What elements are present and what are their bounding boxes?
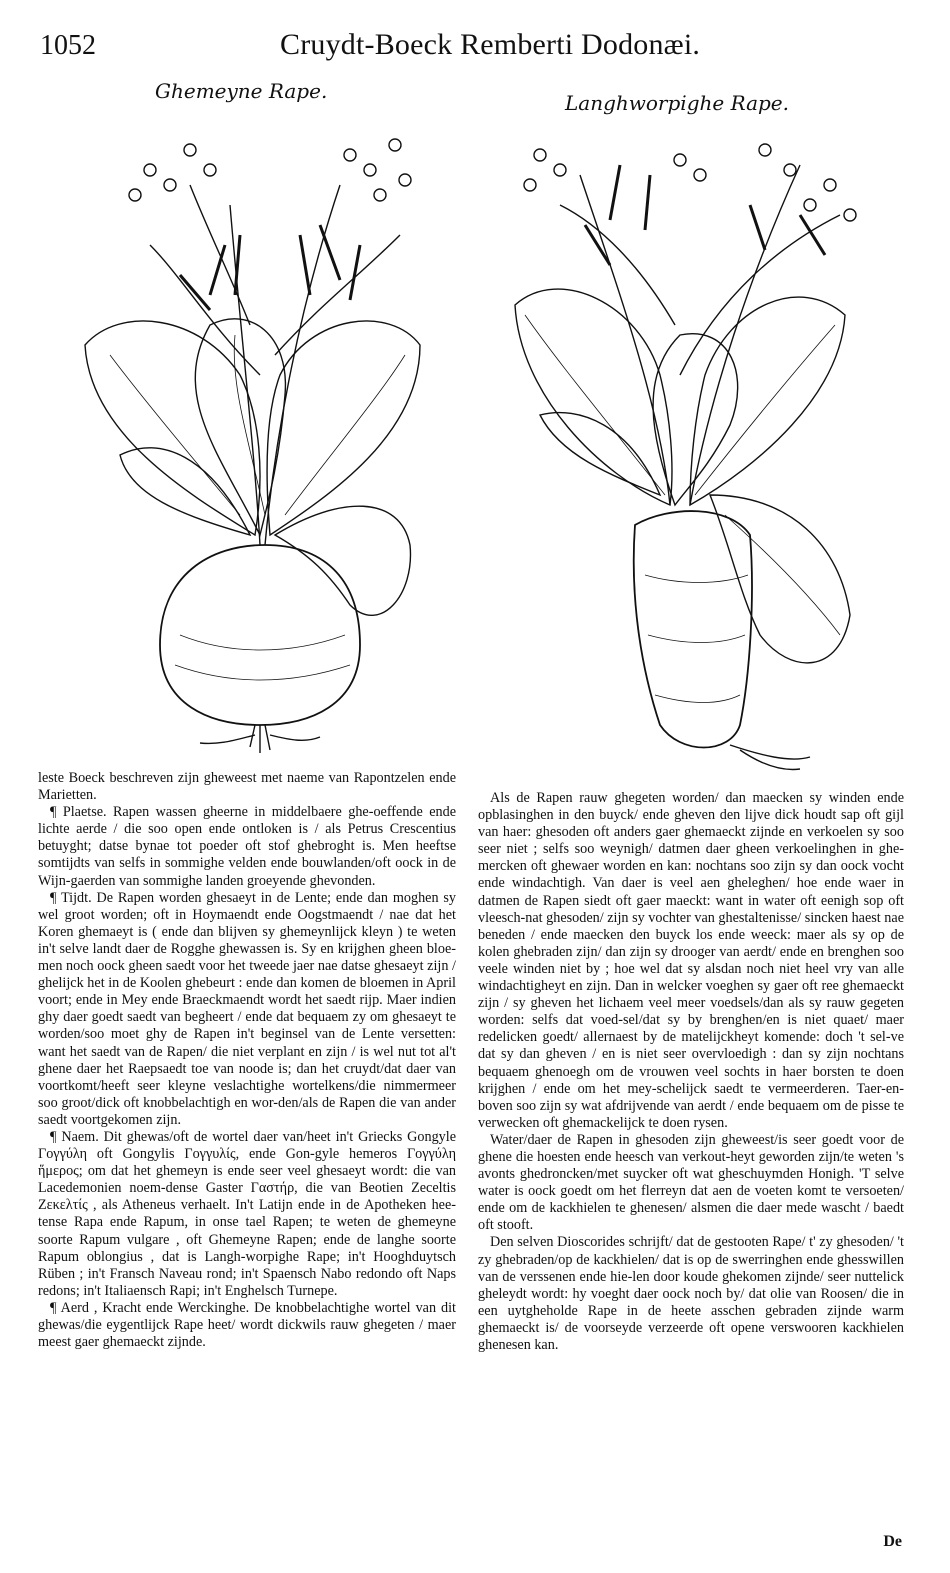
paragraph: Water/daer de Rapen in ghesoden zijn gheweest/is seer goedt voor de ghene die hoesten ende heesch van verkout-heyt geworden zijn/te weten 's avonts ghedroncken/met suycker oft wat gheschuymden Honigh. 'T selve water is oock goedt om het flerreyn dat aen de voeten komt te versoeten/ ende om de kackhielen te ghenesen/ alsmen die daer mede wascht / baedt oft stooft. <box>478 1131 904 1234</box>
figure-long-turnip <box>500 75 920 775</box>
catchword: De <box>883 1533 902 1550</box>
figure-caption: Langhworpighe Rape. <box>565 91 790 115</box>
paragraph-plaetse: ¶ Plaetse. Rapen wassen gheerne in middelbaere ghe-oeffende ende lichte aerde / die soo open ende ontloken is / als Petrus Crescentius betuyght; datse bynae tot poeder oft stof ghebroght is. Men heeftse somtijdts van selfs in sommighe velden ende bouwlanden/oft oock in de Wijn-gaerden van sommighe landen groeyende ghevonden. <box>38 804 456 889</box>
page-number: 1052 <box>40 30 96 61</box>
running-header <box>40 28 910 68</box>
figure-round-turnip <box>60 75 460 755</box>
paragraph: leste Boeck beschreven zijn gheweest met naeme van Rapontzelen ende Marietten. <box>38 770 456 804</box>
paragraph-tijdt: ¶ Tijdt. De Rapen worden ghesaeyt in de Lente; ende dan moghen sy wel groot worden; oft in Hoymaendt ende Oogstmaendt / nae dat het Koren ghemaeyt is ( ende dan blijven sy ghemeynlijck kleyn ) te weten in't selve landt daer de Rogghe ghewassen is. Sy en krijghen gheen bloe-men noch oock gheen saedt voor het tweede jaer nae datse ghesaeyt zijn / ghelijck het in de Koolen ghebeurt : ende dan komen de bloemen in April voort; ende in Mey ende Braeckmaendt wordt het saedt rijp. Maer indien ghy daer goedt saedt van begheert / ende dat bequaem zy om ghesaeyt te worden/soo moet ghy de Rapen in't beginsel van de Lente versetten: want het saedt van de Rapen/ die niet verplant en zijn / is wel nut tot al't ghene daer het Raepsaedt toe van noode is; dan het cruydt/dat daer van voortkomt/heeft seer kleyne veslachtighe wortelkens/die nimmermeer soo groot/dick oft knobbelachtigh en wor-den/als de Rapen die van ander saedt voortgekomen zijn. <box>38 889 456 1128</box>
text-column-left <box>38 770 456 1351</box>
turnip-round-illustration <box>60 75 460 755</box>
paragraph-naem: ¶ Naem. Dit ghewas/oft de wortel daer van/heet in't Griecks Gongyle Γογγύλη oft Gongylis Γογγυλίς, ende Gon-gyle hemeros Γογγύλη ἥμερος; om dat het ghemeyn is ende seer veel ghesaeyt wordt: die van Lacedemonien noem-dense Gaster Γαστήρ, die van Beotien Zeceltis Ζεκελτίς , als Atheneus verhaelt. In't Latijn ende in de Apotheken hee-tense Rapa ende Rapum, in onse tael Rapen; te weten de ghemeyne soorte Rapum vulgare , oft Ghemeyne Rapen; ende de langhe soorte Rapum oblongius , dat is Langh-worpighe Rape; in't Hooghduytsch Rüben ; in't Fransch Naveau rond; in't Spaensch Nabo redondo oft Naps redons; in't Italiaensch Rapi; in't Enghelsch Turnepe. <box>38 1128 456 1299</box>
running-title: Cruydt-Boeck Remberti Dodonæi. <box>280 28 701 61</box>
paragraph: Als de Rapen rauw ghegeten worden/ dan maecken sy winden ende opblasinghen in den buyck/ ende gheven den lijve dick houdt sap oft gijl van haer: ghesoden oft anders gaer ghemaeckt zijnde en verkoelen sy soo seer niet ; selfs soo weynigh/ datmen daer gheen verkoelinghen in ghe-mercken oft ghewaer worden en kan: nochtans soo zijn sy dan oock vocht ende windachtigh. Van daer is veel aen gheleghen/ hoe ende waer in datmen de Rapen siedt oft gaer maeckt: want in water oft eenigh sop oft vleesch-nat ghesoden/ zijn sy vochter van ghestaltenisse/ sincken haest nae beneden / ende maecken den buyck los ende weeck: maer als sy op de kolen ghebraden zijn/ dan zijn sy drooger van aerdt/ ende en brenghen soo veele winden niet by ; hoe wel dat sy alsdan noch niet heel vry van alle windachtigheyt en zijn. Dan in welcker voeghen sy gaer oft ree ghemaeckt zijn / sy gheven het lichaem veel meer voedsels/dan als sy rauw gegeten worden: selfs dat voed-sel/dat sy by brenghen/en is niet quaet/ maer redelicken goedt/ allernaest by de matelijckheyt komende: doch 't sel-ve dat sy dan gheven / en is niet seer overvloedigh : dan sy zijn nochtans bequaem ghenoegh om de vrouwen veel sochts in haer borsten te doen krijghen / ende om het mey-schelijck saedt te vermeerderen. Taer-en-boven soo zijn sy wat afdrijvende van aerdt / ende bequaem om de pisse te verwecken oft ghemackelijck te doen rysen. <box>478 790 904 1131</box>
figure-caption: Ghemeyne Rape. <box>155 79 328 103</box>
paragraph: Den selven Dioscorides schrijft/ dat de gestooten Rape/ t' zy ghesoden/ 't zy ghebraden/op de kackhielen/ dat is op de swerringhen ende ghesswillen van de verssenen ende hie-len door koude ghekomen zijnde/ seer nuttelick gheleydt wordt: hy voeght daer oock noch by/ dat olie van Roosen/ die in een uytgheholde Rape in de heete asschen gebraden zijnde warm ghemaeckt is/ de voorseyde verzeerde oft opene verswooren kackhielen ghenesen kan. <box>478 1234 904 1353</box>
turnip-long-illustration <box>500 75 920 775</box>
paragraph-aerd-kracht: ¶ Aerd , Kracht ende Werckinghe. De knobbelachtighe wortel van dit ghewas/die eygentlijck Rape heet/ wordt dickwils rauw ghegeten / maer meest gaer ghemaeckt zijnde. <box>38 1299 456 1351</box>
text-column-right <box>478 790 904 1354</box>
